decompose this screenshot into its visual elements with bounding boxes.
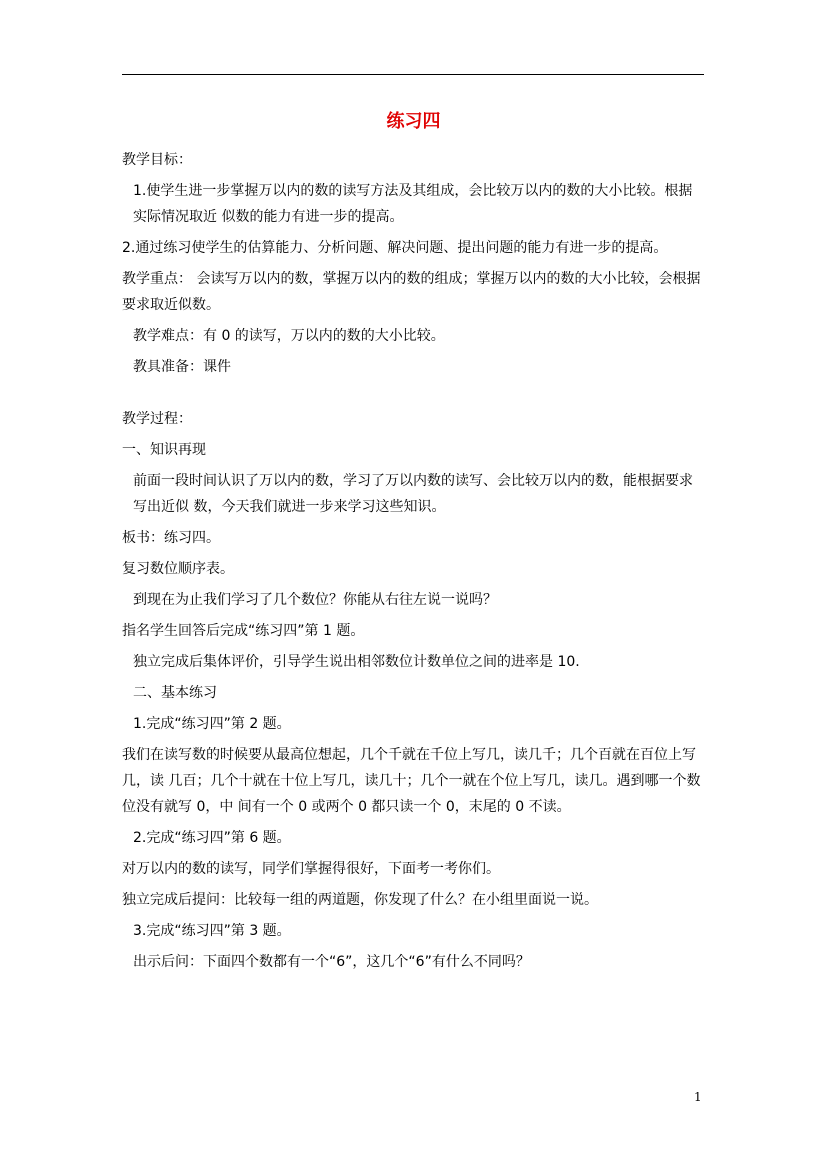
header-rule xyxy=(122,74,704,75)
paragraph: 二、基本练习 xyxy=(133,685,217,701)
document-title: 练习四 xyxy=(386,111,441,132)
paragraph: 2.通过练习使学生的估算能力、分析问题、解决问题、提出问题的能力有进一步的提高。 xyxy=(122,240,668,256)
paragraph: 到现在为止我们学习了几个数位？你能从右往左说一说吗？ xyxy=(133,592,497,608)
paragraph: 2.完成“练习四”第 6 题。 xyxy=(133,830,291,846)
paragraph: 3.完成“练习四”第 3 题。 xyxy=(133,923,291,939)
paragraph: 独立完成后集体评价，引导学生说出相邻数位计数单位之间的进率是 10. xyxy=(133,654,580,670)
paragraph: 1.完成“练习四”第 2 题。 xyxy=(133,716,291,732)
paragraph: 独立完成后提问：比较每一组的两道题，你发现了什么？在小组里面说一说。 xyxy=(122,892,598,908)
document-body xyxy=(122,147,704,980)
paragraph: 出示后问：下面四个数都有一个“6”，这几个“6”有什么不同吗？ xyxy=(133,954,530,970)
paragraph: 教学重点： 会读写万以内的数，掌握万以内的数的组成；掌握万以内的数的大小比较，会根据要求取近似数。 xyxy=(122,271,701,313)
paragraph: 前面一段时间认识了万以内的数，学习了万以内数的读写、会比较万以内的数，能根据要求写出近似 数，今天我们就进一步来学习这些知识。 xyxy=(133,473,693,515)
paragraph: 我们在读写数的时候要从最高位想起，几个千就在千位上写几，读几千；几个百就在百位上写几，读 几百；几个十就在十位上写几，读几十；几个一就在个位上写几，读几。遇到哪一个数位没有就写 0，中 间有一个 0 或两个 0 都只读一个 0，末尾的 0 不读。 xyxy=(122,747,701,815)
paragraph: 指名学生回答后完成“练习四”第 1 题。 xyxy=(122,623,365,639)
paragraph: 教具准备：课件 xyxy=(133,359,231,375)
page-number: 1 xyxy=(694,1090,702,1104)
paragraph: 教学过程： xyxy=(122,411,192,427)
paragraph: 复习数位顺序表。 xyxy=(122,561,234,577)
paragraph: 板书：练习四。 xyxy=(122,530,220,546)
paragraph: 教学目标： xyxy=(122,152,192,168)
paragraph: 教学难点：有 0 的读写，万以内的数的大小比较。 xyxy=(133,328,445,344)
paragraph: 一、知识再现 xyxy=(122,442,206,458)
paragraph: 对万以内的数的读写，同学们掌握得很好，下面考一考你们。 xyxy=(122,861,500,877)
paragraph: 1.使学生进一步掌握万以内的数的读写方法及其组成，会比较万以内的数的大小比较。根据实际情况取近 似数的能力有进一步的提高。 xyxy=(133,183,693,225)
